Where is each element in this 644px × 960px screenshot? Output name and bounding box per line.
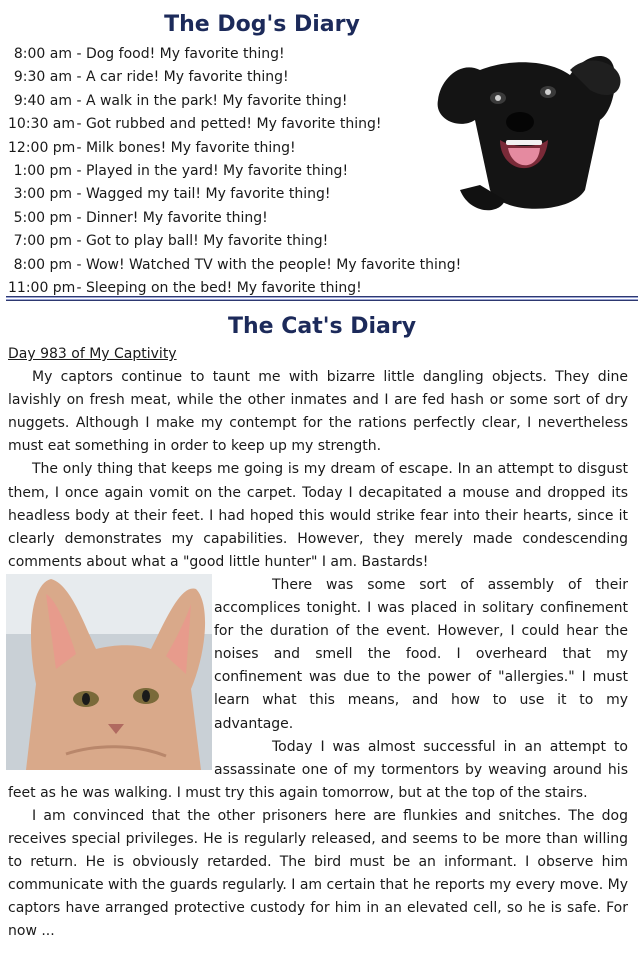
entry-text: - Dog food! My favorite thing! (72, 46, 285, 62)
entry-time: 10:30 am (8, 116, 76, 133)
section-divider (6, 296, 638, 301)
cat-diary-title: The Cat's Diary (227, 314, 417, 339)
entry-text: - A walk in the park! My favorite thing! (72, 92, 348, 109)
list-item (8, 254, 528, 277)
entry-time: 1:00 pm (13, 163, 72, 180)
diary-paragraph: I am convinced that the other prisoners here are flunkies and snitches. The dog receives special privileges. He is regularly released, and seems to be more than willing to return. He is obviously retarded. The bird must be an informant. I observe him communicate with the guards regularly. I am certain that he reports my every move. My captors have arranged protective custody for him in an elevated cell, so he is safe. For now ... (8, 807, 628, 940)
dog-photo (420, 40, 630, 218)
entry-time: 3:00 pm (13, 186, 72, 203)
diary-paragraph: Today I was almost successful in an attempt to assassinate one of my tormentors by weaving around his feet as he was walking. I must try this again tomorrow, but at the top of the stairs. (8, 738, 628, 801)
list-item (8, 230, 528, 253)
entry-time: 9:40 am (13, 92, 72, 109)
entry-text: - Played in the yard! My favorite thing! (72, 163, 349, 180)
diary-paragraph: My captors continue to taunt me with bizarre little dangling objects. They dine lavishly on fresh meat, while the other inmates and I are fed hash or some sort of dry nuggets. Although I make my contempt for the rations perfectly clear, I nevertheless must eat something in order to keep up my strength. (8, 369, 628, 455)
dog-diary-title: The Dog's Diary (164, 12, 360, 37)
entry-text: - Dinner! My favorite thing! (72, 209, 268, 226)
entry-time: 8:00 pm (13, 256, 72, 273)
cat-photo (6, 574, 212, 770)
diary-paragraph: There was some sort of assembly of their accomplices tonight. I was placed in solitary confinement for the duration of the event. However, I could hear the noises and smell the food. I overheard that my confinement was due to the power of "allergies." I must learn what this means, and how to use it to my advantage. (214, 576, 628, 732)
entry-time: 7:00 pm (13, 233, 72, 250)
entry-time: 11:00 pm (8, 280, 76, 297)
day-heading: Day 983 of My Captivity (8, 346, 177, 362)
entry-text: - Sleeping on the bed! My favorite thing! (72, 280, 362, 297)
diary-paragraph: The only thing that keeps me going is my dream of escape. In an attempt to disgust them, I once again vomit on the carpet. Today I decapitated a mouse and dropped its headless body at their feet. I had hoped this would strike fear into their hearts, since it clearly demonstrates my capabilities. However, they merely made condescending comments about what a "good little hunter" I am. Bastards! (8, 461, 628, 570)
entry-text: - Got rubbed and petted! My favorite thing! (72, 116, 382, 133)
entry-text: - Wagged my tail! My favorite thing! (72, 186, 331, 203)
entry-text: - A car ride! My favorite thing! (72, 69, 289, 86)
entry-time: 12:00 pm (8, 139, 76, 156)
entry-time: 5:00 pm (13, 209, 72, 226)
entry-text: - Milk bones! My favorite thing! (72, 139, 296, 156)
entry-time: 9:30 am (13, 69, 72, 86)
cat-diary-body (8, 343, 628, 943)
entry-text: - Wow! Watched TV with the people! My favorite thing! (72, 256, 462, 273)
entry-text: - Got to play ball! My favorite thing! (72, 233, 329, 250)
entry-time: 8:00 am (13, 46, 72, 62)
